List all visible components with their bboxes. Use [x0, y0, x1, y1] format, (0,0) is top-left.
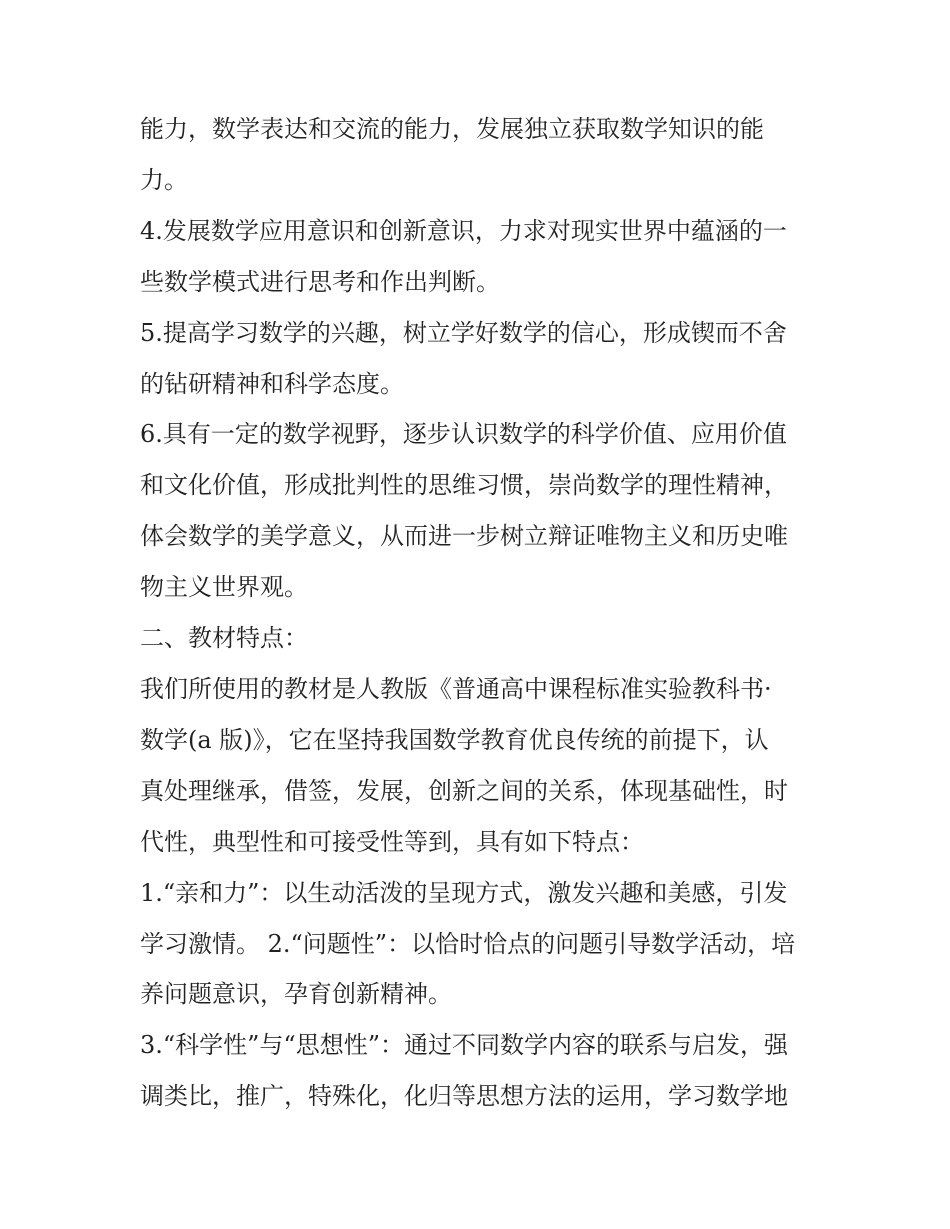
text-line: 我们所使用的教材是人教版《普通高中课程标准实验教科书·	[140, 674, 772, 703]
text-line: 物主义世界观。	[140, 573, 308, 602]
text-line: 和文化价值，形成批判性的思维习惯，崇尚数学的理性精神，	[140, 471, 788, 500]
text-line: 些数学模式进行思考和作出判断。	[140, 267, 500, 296]
text-line: 的钻研精神和科学态度。	[140, 369, 404, 398]
text-line: 力。	[140, 165, 188, 194]
text-line: 数学(a 版)》，它在坚持我国数学教育优良传统的前提下，认	[140, 725, 769, 754]
text-line: 代性，典型性和可接受性等到，具有如下特点：	[140, 827, 644, 856]
text-line: 体会数学的美学意义，从而进一步树立辩证唯物主义和历史唯	[140, 522, 788, 551]
text-line: 5.提高学习数学的兴趣，树立学好数学的信心，形成锲而不舍	[140, 318, 787, 347]
text-line: 真处理继承，借签，发展，创新之间的关系，体现基础性，时	[140, 776, 788, 805]
text-line: 调类比，推广，特殊化，化归等思想方法的运用，学习数学地	[140, 1082, 788, 1111]
text-line: 能力，数学表达和交流的能力，发展独立获取数学知识的能	[140, 115, 764, 143]
text-line: 6.具有一定的数学视野，逐步认识数学的科学价值、应用价值	[140, 420, 787, 449]
text-line: 4.发展数学应用意识和创新意识，力求对现实世界中蕴涵的一	[140, 216, 787, 245]
text-line: 养问题意识，孕育创新精神。	[140, 980, 452, 1009]
section-heading: 二、教材特点：	[140, 624, 308, 653]
text-line: 3.“科学性”与“思想性”：通过不同数学内容的联系与启发，强	[140, 1031, 788, 1060]
document-body	[140, 104, 820, 1122]
text-line: 1.“亲和力”：以生动活泼的呈现方式，激发兴趣和美感，引发	[140, 878, 788, 907]
text-line: 学习激情。 2.“问题性”：以恰时恰点的问题引导数学活动，培	[140, 929, 796, 958]
